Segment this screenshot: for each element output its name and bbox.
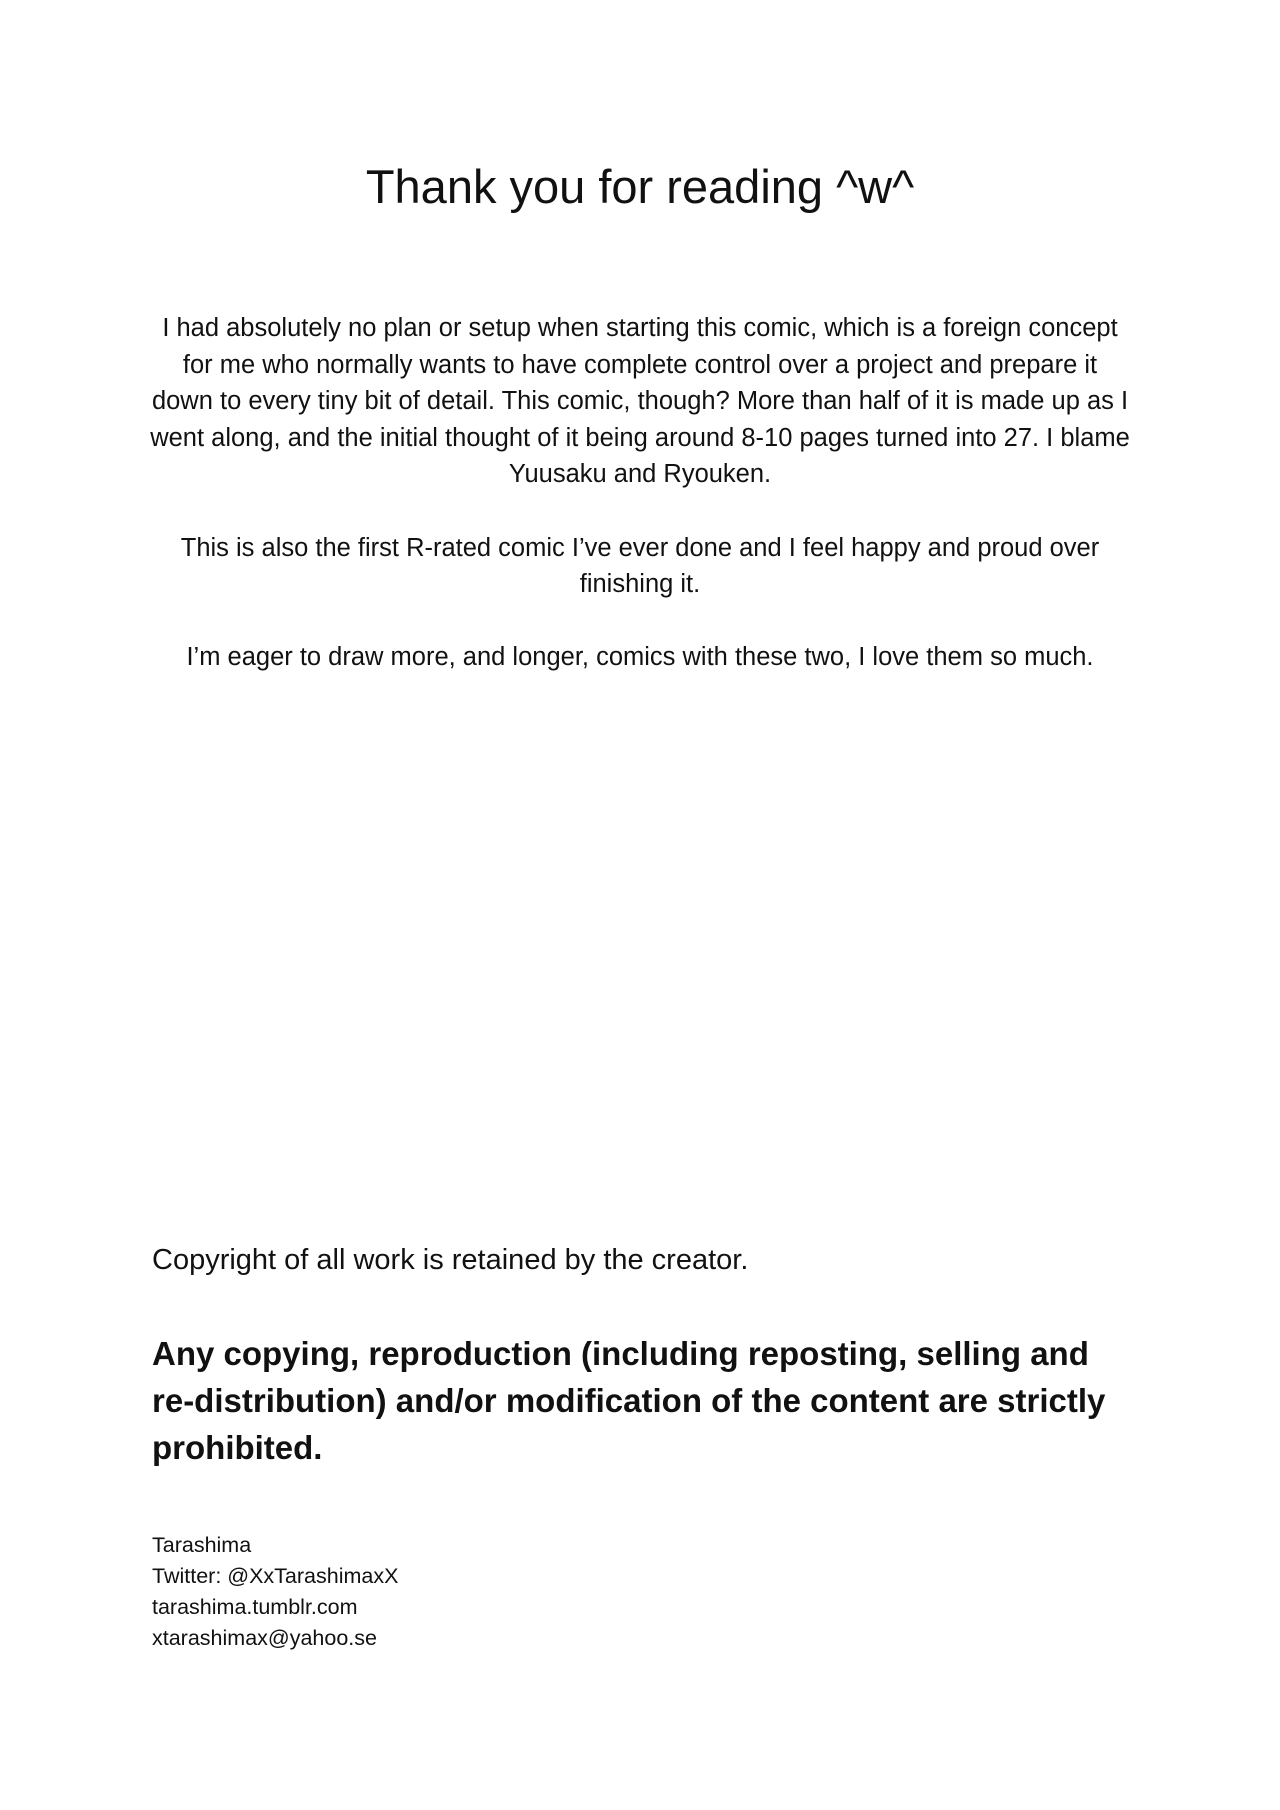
prohibition-notice: Any copying, reproduction (including reposting, selling and re-distribution) and/or modification of the content are strictly prohibited. [152, 1335, 1106, 1466]
contact-info [152, 1530, 852, 1654]
page-title: Thank you for reading ^w^ [365, 160, 915, 213]
afterword-text [150, 310, 1130, 713]
afterword-paragraph-3: I’m eager to draw more, and longer, comics with these two, I love them so much. [186, 643, 1094, 672]
twitter-handle: Twitter: @XxTarashimaxX [152, 1564, 399, 1588]
email-address: xtarashimax@yahoo.se [152, 1626, 377, 1650]
copyright-notice: Copyright of all work is retained by the creator. [152, 1244, 749, 1276]
afterword-paragraph-2: This is also the first R-rated comic I’ve ever done and I feel happy and proud over finishing it. [180, 533, 1100, 599]
author-name: Tarashima [152, 1533, 252, 1557]
afterword-paragraph-1: I had absolutely no plan or setup when starting this comic, which is a foreign concept for me who normally wants to have complete control over a project and prepare it down to every tiny bit of detail. This comic, though? More than half of it is made up as I went along, and the initial thought of it being around 8-10 pages turned into 27. I blame Yuusaku and Ryouken. [150, 314, 1130, 489]
tumblr-link: tarashima.tumblr.com [152, 1595, 358, 1619]
